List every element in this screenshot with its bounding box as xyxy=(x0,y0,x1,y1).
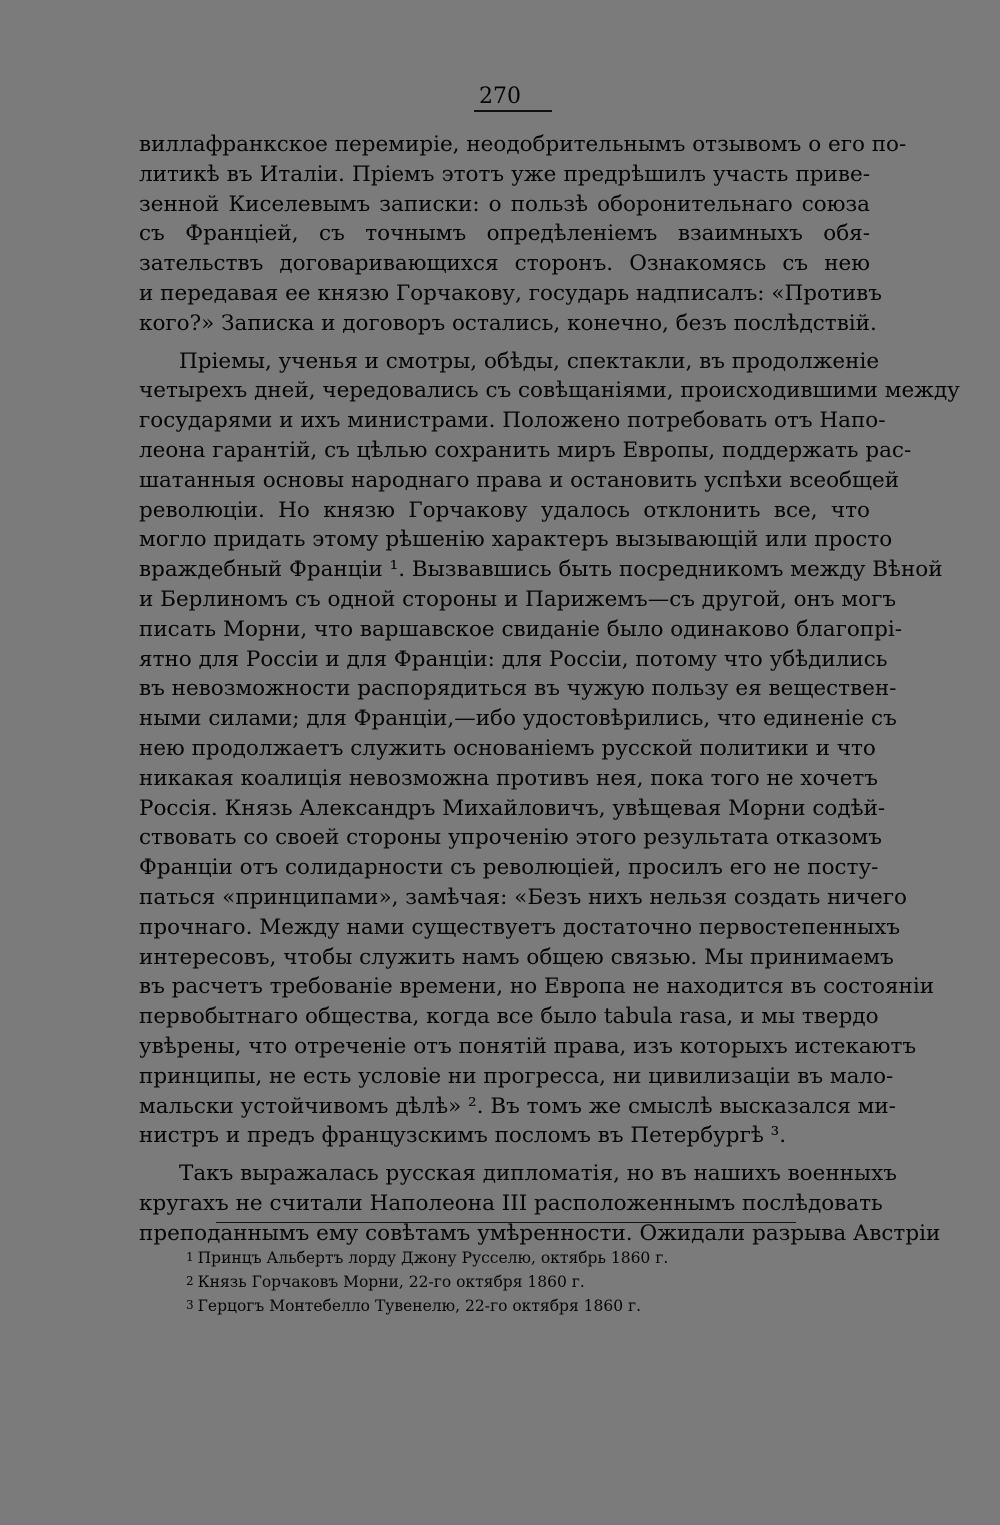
text-line: писать Морни, что варшавское свиданіе было одинаково благопрі- xyxy=(139,616,903,642)
footnote-marker: 1 xyxy=(186,1250,194,1264)
footnote-2 xyxy=(186,1270,806,1294)
text-line: паться «принципами», замѣчая: «Безъ нихъ нельзя создать ничего xyxy=(139,884,907,910)
text-line: Такъ выражалась русская дипломатія, но въ нашихъ военныхъ xyxy=(179,1161,897,1187)
text-line: шатанныя основы народнаго права и остановить успѣхи всеобщей xyxy=(139,467,900,493)
text-line: въ невозможности распорядиться въ чужую пользу ея веществен- xyxy=(139,676,897,702)
text-line: съ Франціей, съ точнымъ опредѣленіемъ взаимныхъ обя- xyxy=(139,221,870,247)
text-line: Пріемы, ученья и смотры, обѣды, спектакли, въ продолженіе xyxy=(179,348,880,374)
footnote-rule xyxy=(216,1222,796,1223)
text-line: кого?» Записка и договоръ остались, конечно, безъ послѣдствій. xyxy=(139,310,877,336)
text-line: ными силами; для Франціи,—ибо удостовѣрились, что единеніе съ xyxy=(139,706,897,732)
text-line: и передавая ее князю Горчакову, государь надписалъ: «Противъ xyxy=(139,280,882,306)
page-number-rule xyxy=(474,110,552,112)
text-line: увѣрены, что отреченіе отъ понятій права, изъ которыхъ истекаютъ xyxy=(139,1033,917,1059)
footnote-text: Принцъ Альбертъ лорду Джону Русселю, октябрь 1860 г. xyxy=(197,1249,669,1267)
text-line: леона гарантій, съ цѣлью сохранить миръ Европы, поддержать рас- xyxy=(139,437,912,463)
text-line: враждебный Франціи ¹. Вызвавшись быть посредникомъ между Вѣной xyxy=(139,557,943,583)
text-line: четырехъ дней, чередовались съ совѣщаніями, происходившими между xyxy=(139,378,960,404)
text-line: Россія. Князь Александръ Михайловичъ, увѣщевая Морни содѣй- xyxy=(139,795,886,821)
text-line: первобытнаго общества, когда все было tabula rasa, и мы твердо xyxy=(139,1004,879,1030)
text-line: принципы, не есть условіе ни прогресса, ни цивилизаціи въ мало- xyxy=(139,1063,894,1089)
text-line: прочнаго. Между нами существуетъ достаточно первостепенныхъ xyxy=(139,914,901,940)
text-line: ятно для Россіи и для Франціи: для Россіи, потому что убѣдились xyxy=(139,646,888,672)
text-line: въ расчетъ требованіе времени, но Европа не находится въ состояніи xyxy=(139,974,935,1000)
footnote-text: Князь Горчаковъ Морни, 22-го октября 1860 г. xyxy=(197,1273,585,1291)
text-line: никакая коалиція невозможна противъ нея, пока того не хочетъ xyxy=(139,765,878,791)
text-line: могло придать этому рѣшенію характеръ вызывающій или просто xyxy=(139,527,893,553)
text-line: кругахъ не считали Наполеона III расположеннымъ послѣдовать xyxy=(139,1190,883,1216)
text-line: преподаннымъ ему совѣтамъ умѣренности. Ожидали разрыва Австріи xyxy=(139,1220,941,1246)
text-line: ствовать со своей стороны упроченію этого результата отказомъ xyxy=(139,825,882,851)
text-line: Франціи отъ солидарности съ революціей, просилъ его не посту- xyxy=(139,855,879,881)
text-line: нистръ и предъ французскимъ посломъ въ Петербургѣ ³. xyxy=(139,1123,787,1149)
text-line: литикѣ въ Италіи. Пріемъ этотъ уже предрѣшилъ участь приве- xyxy=(139,161,870,187)
text-line: зенной Киселевымъ записки: о пользѣ оборонительнаго союза xyxy=(139,191,870,217)
text-line: государями и ихъ министрами. Положено потребовать отъ Напо- xyxy=(139,408,886,434)
body-text xyxy=(139,130,960,1248)
text-line: нею продолжаетъ служить основаніемъ русской политики и что xyxy=(139,735,876,761)
footnote-marker: 3 xyxy=(186,1298,194,1312)
text-line: зательствъ договаривающихся сторонъ. Ознакомясь съ нею xyxy=(139,251,870,277)
page-number: 270 xyxy=(479,84,521,109)
footnote-3 xyxy=(186,1294,806,1318)
footnote-marker: 2 xyxy=(186,1274,194,1288)
footnote-1 xyxy=(186,1246,806,1270)
text-line: революціи. Но князю Горчакову удалось отклонить все, что xyxy=(139,497,870,523)
text-line: и Берлиномъ съ одной стороны и Парижемъ—съ другой, онъ могъ xyxy=(139,586,897,612)
text-line: интересовъ, чтобы служить намъ общею связью. Мы принимаемъ xyxy=(139,944,894,970)
footnotes xyxy=(186,1246,806,1318)
footnote-text: Герцогъ Монтебелло Тувенелю, 22-го октября 1860 г. xyxy=(197,1297,642,1315)
text-line: мальски устойчивомъ дѣлѣ» ². Въ томъ же смыслѣ высказался ми- xyxy=(139,1093,896,1119)
text-line: виллафранкское перемиріе, неодобрительнымъ отзывомъ о его по- xyxy=(139,132,907,157)
